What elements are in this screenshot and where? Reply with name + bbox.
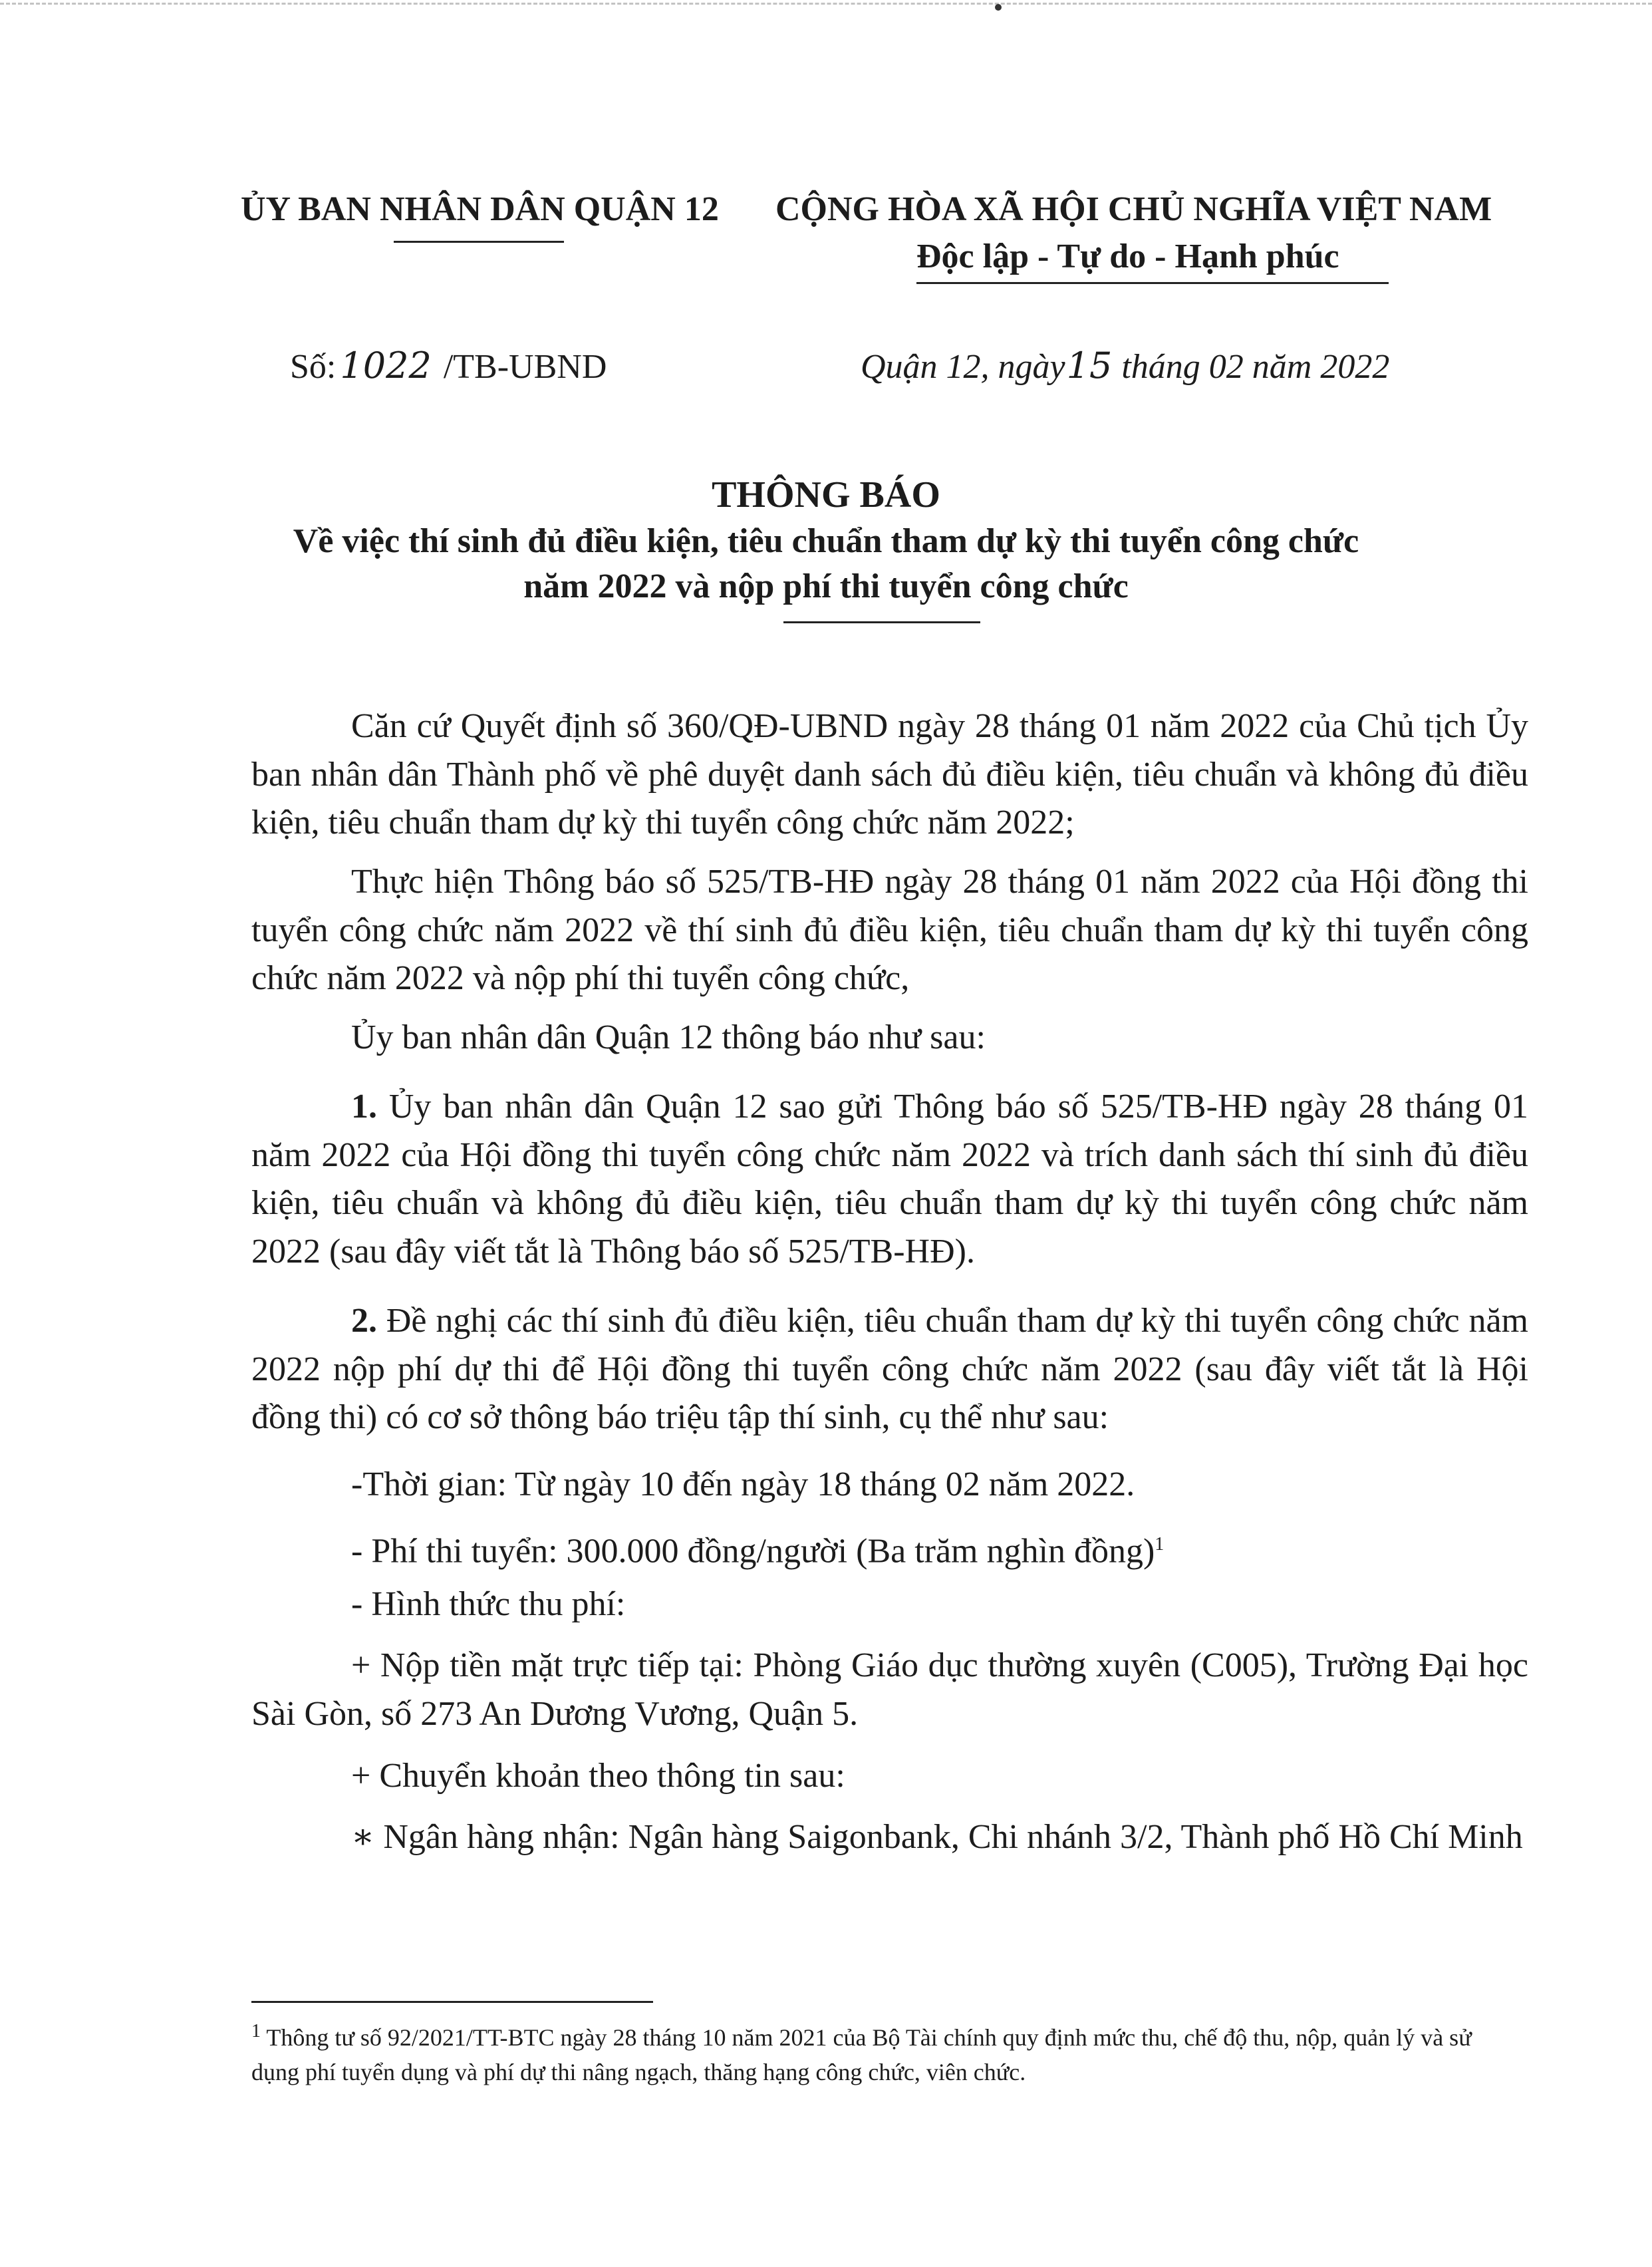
paragraph-text: Thực hiện Thông báo số 525/TB-HĐ ngày 28 tháng 01 năm 2022 của Hội đồng thi tuyển công chức năm 2022 về thí sinh đủ điều kiện, tiêu chuẩn tham dự kỳ thi tuyển công chức năm 2022 và nộp phí thi tuyển công chức, <box>251 863 1528 997</box>
issuing-organization: ỦY BAN NHÂN DÂN QUẬN 12 <box>241 190 719 228</box>
number-prefix: Số: <box>290 348 337 386</box>
paragraph-legal-basis-2 <box>251 858 1528 1003</box>
notice-subject-line-2: năm 2022 và nộp phí thi tuyển công chức <box>523 567 1129 605</box>
item-number: 2. <box>351 1302 377 1340</box>
paragraph-text: Ủy ban nhân dân Quận 12 sao gửi Thông báo số 525/TB-HĐ ngày 28 tháng 01 năm 2022 của Hội đồng thi tuyển công chức năm 2022 và trích danh sách thí sinh đủ điều kiện, tiêu chuẩn và không đủ điều kiện, tiêu chuẩn tham dự kỳ thi tuyển công chức năm 2022 (sau đây viết tắt là Thông báo số 525/TB-HĐ). <box>251 1088 1529 1271</box>
paragraph-payment-method <box>251 1581 1528 1629</box>
document-date <box>861 345 1389 386</box>
paragraph-legal-basis-1 <box>251 702 1528 847</box>
paragraph-text: Đề nghị các thí sinh đủ điều kiện, tiêu chuẩn tham dự kỳ thi tuyển công chức năm 2022 nộp phí dự thi để Hội đồng thi tuyển công chức năm 2022 (sau đây viết tắt là Hội đồng thi) có cơ sở thông báo triệu tập thí sinh, cụ thể như sau: <box>251 1302 1528 1436</box>
paragraph-text: + Chuyển khoản theo thông tin sau: <box>351 1757 845 1795</box>
paragraph-time <box>251 1461 1528 1509</box>
title-underline <box>783 621 980 623</box>
notice-subject-line-1: Về việc thí sinh đủ điều kiện, tiêu chuẩn tham dự kỳ thi tuyển công chức <box>293 522 1359 560</box>
scan-dot-artifact <box>995 4 1002 11</box>
paragraph-text: - Hình thức thu phí: <box>351 1585 626 1623</box>
number-suffix: /TB-UBND <box>443 348 607 386</box>
paragraph-item-2 <box>251 1297 1528 1442</box>
paragraph-receiving-bank <box>251 1813 1528 1862</box>
motto-underline <box>916 282 1389 284</box>
footnote-reference: 1 <box>1155 1534 1165 1555</box>
nation-motto: Độc lập - Tự do - Hạnh phúc <box>916 237 1339 275</box>
paragraph-text: + Nộp tiền mặt trực tiếp tại: Phòng Giáo dục thường xuyên (C005), Trường Đại học Sài Gòn, số 273 An Dương Vương, Quận 5. <box>251 1646 1528 1733</box>
document-number <box>290 345 607 386</box>
paragraph-fee <box>251 1521 1528 1576</box>
footnote-text: Thông tư số 92/2021/TT-BTC ngày 28 tháng 10 năm 2021 của Bộ Tài chính quy định mức thu, chế độ thu, nộp, quản lý và sử dụng phí tuyển dụng và phí dự thi nâng ngạch, thăng hạng công chức, viên chức. <box>251 2024 1472 2085</box>
notice-title: THÔNG BÁO <box>712 474 940 516</box>
handwritten-day: 15 <box>1066 345 1113 386</box>
date-suffix: tháng 02 năm 2022 <box>1121 348 1390 386</box>
paragraph-text: - Phí thi tuyển: 300.000 đồng/người (Ba trăm nghìn đồng) <box>351 1532 1155 1571</box>
handwritten-number: 1022 <box>340 345 432 386</box>
date-prefix: Quận 12, ngày <box>861 348 1065 386</box>
scan-edge-artifact <box>0 3 1652 9</box>
paragraph-bank-transfer <box>251 1752 1528 1801</box>
footnote-mark: 1 <box>251 2021 261 2041</box>
paragraph-item-1 <box>251 1083 1528 1276</box>
footnote <box>251 2014 1515 2089</box>
nation-title: CỘNG HÒA XÃ HỘI CHỦ NGHĨA VIỆT NAM <box>775 190 1492 228</box>
paragraph-text: ∗ Ngân hàng nhận: Ngân hàng Saigonbank, Chi nhánh 3/2, Thành phố Hồ Chí Minh <box>351 1818 1523 1856</box>
paragraph-intro <box>251 1014 1528 1062</box>
paragraph-text: Căn cứ Quyết định số 360/QĐ-UBND ngày 28 tháng 01 năm 2022 của Chủ tịch Ủy ban nhân dân Thành phố về phê duyệt danh sách đủ điều kiện, tiêu chuẩn và không đủ điều kiện, tiêu chuẩn tham dự kỳ thi tuyển công chức năm 2022; <box>251 707 1528 841</box>
paragraph-cash-payment <box>251 1642 1528 1738</box>
item-number: 1. <box>351 1088 377 1126</box>
paragraph-text: Ủy ban nhân dân Quận 12 thông báo như sau: <box>351 1018 986 1056</box>
footnote-separator <box>251 2001 653 2003</box>
paragraph-text: -Thời gian: Từ ngày 10 đến ngày 18 tháng 02 năm 2022. <box>351 1465 1135 1503</box>
org-underline <box>394 241 564 243</box>
